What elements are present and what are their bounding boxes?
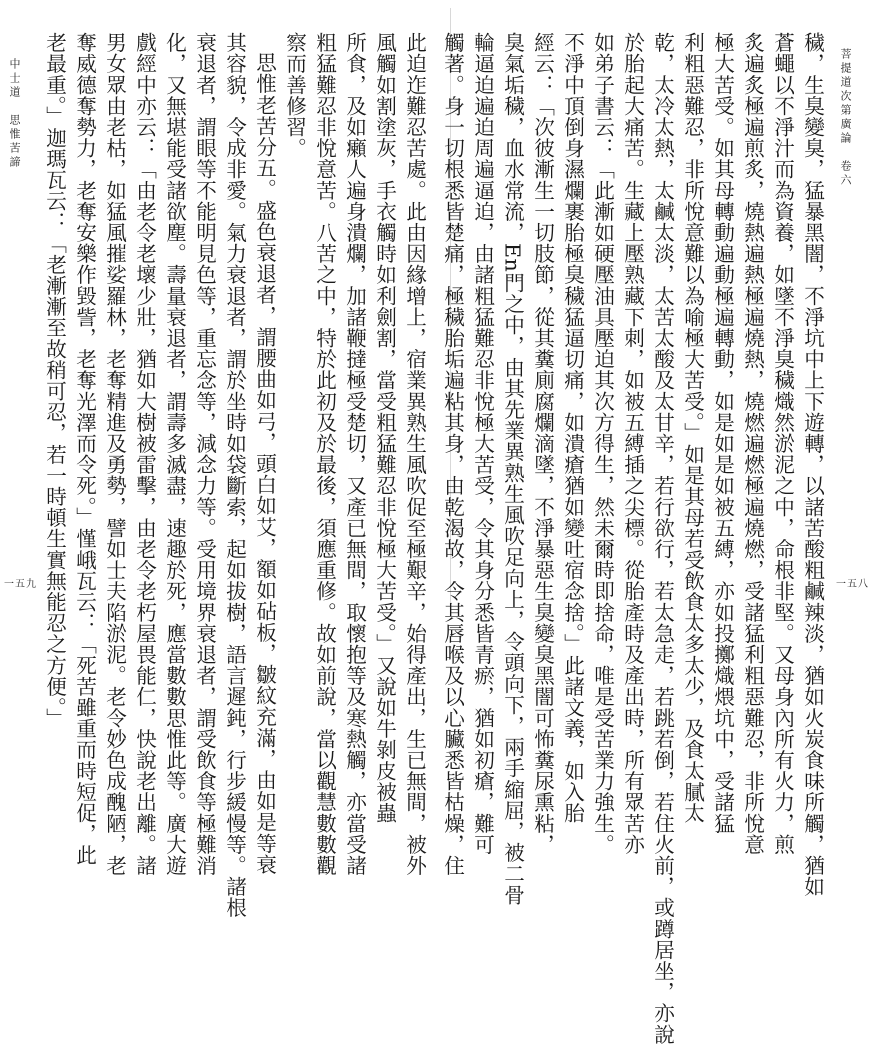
text-column-left-4: 粗猛難忍非悅意苦。八苦之中，特於此初及於最後，須應重修。故如前說，當以觀慧數數觀	[312, 32, 337, 876]
text-column-right-6: 乾，太冷太熱，太鹹太淡，太苦太酸及太甘辛，若行欲行，若太急走，若跳若倒，若住火前，或蹲居坐，亦說	[650, 32, 675, 1045]
text-column-left-6: 思惟老苦分五。盛色衰退者，謂腰曲如弓，頭白如艾，額如砧板，皺紋充滿，由如是等衰	[252, 52, 277, 875]
text-column-right-13: 觸著。身一切根悉皆楚痛，極穢胎垢遍粘其身，由乾渴故，令其唇喉及以心臟悉皆枯燥，住	[440, 32, 465, 876]
text-column-left-12: 奪威德奪勢力，老奪安樂作毀訾，老奪光澤而令死。」慬峨瓦云：「死苦雖重而時短促，此	[72, 32, 97, 866]
text-column-right-5: 利粗惡難忍，非所悅意難以為喻極大苦受。」如是其母若受飲食太多太少，及食太膩太	[680, 32, 705, 824]
text-column-right-1: 穢，生臭變臭，猛暴黑闇，不淨坑中上下遊轉，以諸苦酸粗鹹辣淡，猶如火炭食味所觸，猶如	[800, 32, 825, 898]
text-column-right-11: 臭氣垢穢，血水常流，En門之中，由其先業異熟生風吹足向上，令頭向下，兩手縮屈，被二骨	[500, 32, 525, 906]
text-column-left-2: 風觸如割塗灰，手衣觸時如利劍割，當受粗猛難忍非悅極大苦受。」又說如牛剝皮被蟲	[372, 32, 397, 824]
text-column-right-3: 炙遍炙極遍煎炙，燒熱遍熱極遍燒熱，燒燃遍燃極遍燒燃，受諸猛利粗惡難忍，非所悅意	[740, 32, 765, 855]
text-column-left-7: 其容貌，令成非愛。氣力衰退者，謂於坐時如袋斷索，起如拔樹，語言遲鈍，行步緩慢等。諸根	[222, 32, 247, 919]
text-column-right-7: 於胎起大痛苦。生藏上壓熟藏下刺，如被五縛插之尖標。從胎產時及產出時，所有眾苦亦	[620, 32, 645, 855]
page-number-left: 一五九	[4, 579, 37, 590]
running-head-left: 中士道 思惟苦諦	[8, 58, 21, 170]
text-column-right-9: 不淨中頂倒身濕爛裹胎極臭穢猛逼切痛，如潰瘡猶如變吐宿念捨。」此諸文義，如入胎	[560, 32, 585, 824]
text-column-left-1: 此迫迮難忍苦處。此由因緣增上，宿業異熟生風吹促至極艱辛，始得產出，生已無間，被外	[402, 32, 427, 876]
text-column-left-5: 察而善修習。	[282, 32, 307, 159]
text-column-left-9: 化，又無堪能受諸欲塵。壽量衰退者，謂壽多滅盡，速趣於死，應當數數思惟此等。廣大遊	[162, 32, 187, 876]
running-head-right: 菩提道次第廣論 卷六	[839, 48, 852, 188]
text-column-left-8: 衰退者，謂眼等不能明見色等，重忘念等，減念力等。受用境界衰退者，謂受飲食等極難消	[192, 32, 217, 876]
text-column-right-2: 蒼蠅以不淨汁而為資養，如墜不淨臭穢熾然淤泥之中，命根非堅。又母身內所有火力，煎	[770, 32, 795, 855]
text-column-right-12: 輪逼迫遍迫周遍逼迫，由諸粗猛難忍非悅極大苦受，令其身分悉皆青瘀，猶如初瘡，難可	[470, 32, 495, 855]
text-column-right-4: 極大苦受。如其母轉動遍動極遍轉動，如是如是如被五縛，亦如投擲熾煨坑中，受諸猛	[710, 32, 735, 834]
text-column-left-13: 老最重。」迦瑪瓦云：「老漸漸至故稍可忍，若一時頓生實無能忍之方便。」	[42, 32, 67, 729]
text-column-left-10: 戲經中亦云：「由老令老壞少壯，猶如大樹被雷擊，由老令老朽屋畏能仁，快說老出離。諸	[132, 32, 157, 876]
text-column-left-3: 所食，及如癩人遍身潰爛，加諸鞭撻極受楚切，又產已無間，取懷抱等及寒熱觸，亦當受諸	[342, 32, 367, 876]
text-column-right-10: 經云：「次彼漸生一切肢節，從其糞廁腐爛滴墜，不淨暴惡生臭變臭黑闇可怖糞尿熏粘，	[530, 32, 555, 855]
text-column-left-11: 男女眾由老枯，如猛風摧娑羅林，老奪精進及勇勢，譬如士夫陷淤泥。老令妙色成醜陋，老	[102, 32, 127, 876]
text-column-right-8: 如弟子書云：「此漸如硬壓油具壓迫其次方得生，然未爾時即捨命，唯是受苦業力強生。	[590, 32, 615, 855]
page-number-right: 一五八	[836, 579, 869, 590]
